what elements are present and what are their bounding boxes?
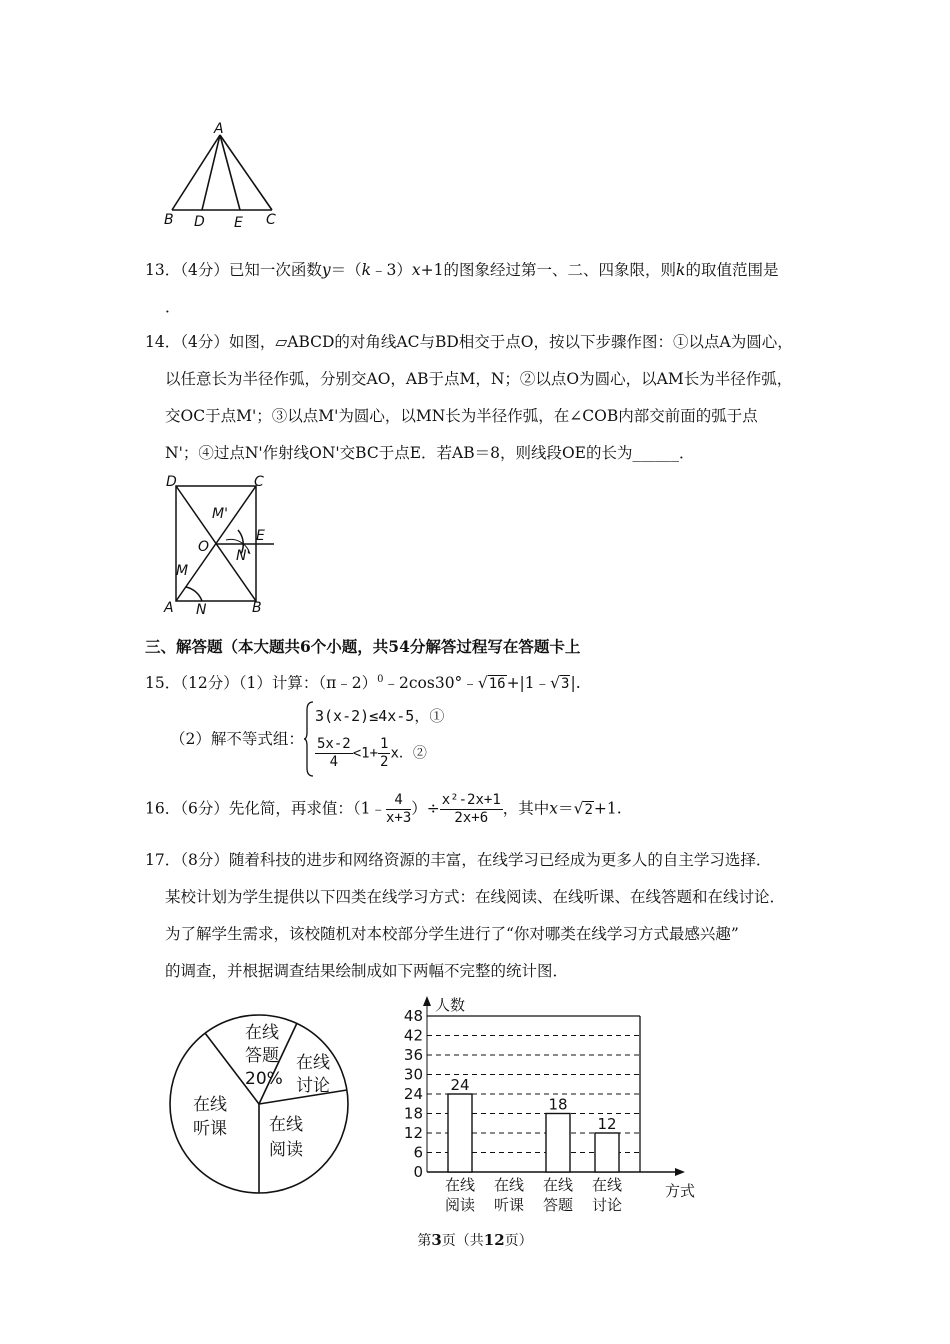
question-13 bbox=[145, 260, 778, 280]
x-axis-label: 方式 bbox=[665, 1182, 696, 1200]
q15-sqrt-16: 16 bbox=[488, 676, 506, 693]
label-a: A bbox=[164, 600, 174, 616]
ytick-36: 36 bbox=[403, 1046, 423, 1064]
ytick-42: 42 bbox=[403, 1026, 423, 1045]
xtick-3-l1: 在线 bbox=[591, 1176, 623, 1194]
q13-var-y: y bbox=[321, 261, 331, 279]
q13-number: 13． bbox=[145, 261, 181, 279]
ineq2-fraction: $\frac{5x-2}{4}$ bbox=[317, 736, 351, 770]
pie-chart bbox=[165, 1010, 365, 1200]
ineq2-mid: <1+ bbox=[352, 745, 379, 762]
q14-line1-text: （4分）如图，▱ABCD的对角线AC与BD相交于点O，按以下步骤作图：①以点A为圆心， bbox=[180, 333, 793, 351]
q15-part1-a: （12分）（1）计算：（π﹣2） bbox=[180, 674, 378, 693]
question-16: 16．（6分）先化简，再求值：（1﹣ $\frac{4}{x+3}$ ）÷ $\frac{\text{x²-2x+1}}{2x+6}$ ，其中x＝√2+1. bbox=[145, 792, 622, 826]
pie-read-l2: 阅读 bbox=[269, 1140, 303, 1160]
bar-chart bbox=[385, 990, 710, 1220]
pie-answer-l1: 在线 bbox=[245, 1023, 279, 1043]
q15-part2-label: （2）解不等式组： bbox=[170, 730, 304, 748]
q13-var-k: k bbox=[361, 261, 372, 279]
question-14-line3: 交OC于点M'；③以点M'为圆心，以MN长为半径作弧，在∠COB内部交前面的弧于点 bbox=[165, 407, 758, 425]
label-n-prime: N' bbox=[236, 548, 251, 564]
xtick-0-l1: 在线 bbox=[444, 1176, 476, 1194]
bar-value-0: 24 bbox=[450, 1076, 470, 1094]
q16-number: 16． bbox=[145, 799, 181, 818]
xtick-3-l2: 讨论 bbox=[591, 1196, 623, 1214]
q13-tail: ． bbox=[165, 298, 181, 316]
label-b: B bbox=[252, 600, 262, 616]
bar-value-3: 12 bbox=[597, 1115, 617, 1133]
question-14-line1 bbox=[145, 332, 793, 352]
ytick-6: 6 bbox=[413, 1143, 423, 1162]
ytick-48: 48 bbox=[403, 1007, 423, 1025]
question-14-line2: 以任意长为半径作弧，分别交AO，AB于点M，N；②以点O为圆心，以AM长为半径作弧， bbox=[165, 370, 793, 388]
label-b: B bbox=[164, 212, 174, 228]
q15-part1-b: ﹣2cos30°﹣ bbox=[383, 674, 478, 693]
inequality-brace bbox=[304, 700, 314, 778]
label-e: E bbox=[234, 215, 243, 231]
q17-number: 17． bbox=[145, 851, 181, 869]
ineq2-half: $\frac{1}{2}$ bbox=[380, 736, 389, 770]
q16-var-x: x bbox=[549, 799, 559, 818]
ytick-30: 30 bbox=[403, 1065, 423, 1084]
ytick-24: 24 bbox=[403, 1085, 423, 1103]
label-c: C bbox=[254, 474, 264, 490]
q16-text-e: +1. bbox=[593, 799, 622, 818]
triangle-figure bbox=[160, 120, 290, 232]
label-m: M bbox=[176, 563, 189, 579]
bar-value-2: 18 bbox=[548, 1095, 568, 1114]
question-17-line1 bbox=[145, 850, 771, 870]
q14-number: 14． bbox=[145, 333, 181, 351]
inequality-2 bbox=[315, 736, 427, 776]
xtick-2-l2: 答题 bbox=[542, 1196, 574, 1214]
x-axis-arrow bbox=[675, 1168, 685, 1176]
page-footer bbox=[0, 1230, 950, 1250]
q15-part1-d: |. bbox=[570, 674, 581, 693]
question-17-line3: 为了解学生需求，该校随机对本校部分学生进行了“你对哪类在线学习方式最感兴趣” bbox=[165, 925, 739, 943]
xtick-2-l1: 在线 bbox=[542, 1176, 574, 1194]
label-d: D bbox=[194, 214, 205, 230]
q13-text-e: ﹣3） bbox=[371, 261, 412, 279]
q15-part1-c: +|1﹣ bbox=[506, 674, 551, 693]
footer-page: 3 bbox=[431, 1231, 442, 1249]
q16-text-d: ＝ bbox=[558, 799, 574, 818]
bar-0 bbox=[448, 1094, 472, 1172]
q16-fraction-1: $\frac{4}{x+3}$ bbox=[385, 792, 412, 826]
label-m-prime: M' bbox=[212, 506, 228, 522]
parallelogram-figure bbox=[160, 470, 290, 620]
pie-answer-pct: 20% bbox=[245, 1069, 283, 1089]
q16-text-b: ）÷ bbox=[411, 799, 440, 818]
footer-b: 页（共 bbox=[441, 1233, 484, 1249]
q13-var-x: x bbox=[411, 261, 421, 279]
pie-listen-l1: 在线 bbox=[193, 1095, 227, 1115]
label-e: E bbox=[256, 528, 265, 544]
question-17-line4: 的调查，并根据调查结果绘制成如下两幅不完整的统计图． bbox=[165, 962, 569, 980]
ytick-12: 12 bbox=[403, 1124, 423, 1142]
q16-text-c: ，其中 bbox=[502, 799, 550, 818]
question-15-part1: 15．（12分）（1）计算：（π﹣2）$^0$﹣2cos30°﹣√16+|1﹣√3|. bbox=[145, 674, 581, 693]
label-d: D bbox=[166, 474, 177, 490]
y-axis-arrow bbox=[423, 996, 431, 1006]
xtick-0-l2: 阅读 bbox=[444, 1196, 476, 1214]
q17-line1-text: （8分）随着科技的进步和网络资源的丰富，在线学习已经成为更多人的自主学习选择． bbox=[180, 851, 772, 869]
ytick-18: 18 bbox=[403, 1104, 423, 1123]
question-14-line4: N'；④过点N'作射线ON'交BC于点E．若AB＝8，则线段OE的长为______． bbox=[165, 444, 695, 462]
pie-answer-l2: 答题 bbox=[245, 1046, 279, 1066]
pie-discuss-l1: 在线 bbox=[296, 1053, 330, 1073]
footer-a: 第 bbox=[417, 1233, 432, 1249]
y-axis-label: 人数 bbox=[435, 996, 466, 1014]
label-c: C bbox=[266, 212, 276, 228]
pie-read-l1: 在线 bbox=[269, 1115, 303, 1135]
q16-fraction-2: $\frac{\text{x²-2x+1}}{2x+6}$ bbox=[441, 792, 501, 826]
q13-var-k2: k bbox=[676, 261, 686, 279]
ineq2-tail: x．② bbox=[390, 745, 427, 762]
footer-c: 页） bbox=[504, 1233, 533, 1249]
q15-sqrt-3: 3 bbox=[561, 676, 570, 693]
q16-text-a: （6分）先化简，再求值：（1﹣ bbox=[180, 799, 386, 818]
label-o: O bbox=[198, 539, 210, 555]
xtick-1-l2: 听课 bbox=[493, 1196, 525, 1214]
question-17-line2: 某校计划为学生提供以下四类在线学习方式：在线阅读、在线听课、在线答题和在线讨论． bbox=[165, 888, 786, 906]
pie-listen-l2: 听课 bbox=[193, 1119, 227, 1139]
q13-text-a: （4分）已知一次函数 bbox=[180, 261, 322, 279]
q16-sqrt-2: 2 bbox=[584, 801, 593, 818]
pie-discuss-l2: 讨论 bbox=[296, 1076, 330, 1096]
q15-exponent: 0 bbox=[377, 674, 384, 685]
label-n: N bbox=[196, 602, 207, 618]
bar-3 bbox=[595, 1133, 619, 1172]
footer-total: 12 bbox=[483, 1231, 505, 1249]
xtick-1-l1: 在线 bbox=[493, 1176, 525, 1194]
label-a: A bbox=[214, 121, 224, 137]
q13-text-g: +1的图象经过第一、二、四象限，则 bbox=[420, 261, 677, 279]
section-title: 三、解答题（本大题共6个小题，共54分解答过程写在答题卡上 bbox=[145, 637, 581, 656]
bar-2 bbox=[546, 1114, 570, 1173]
q13-text-c: ＝（ bbox=[330, 261, 362, 279]
q15-number: 15． bbox=[145, 674, 181, 693]
q13-text-i: 的取值范围是 bbox=[685, 261, 779, 279]
inequality-1: 3(x-2)≤4x-5，① bbox=[315, 707, 445, 725]
ytick-0: 0 bbox=[413, 1163, 423, 1181]
